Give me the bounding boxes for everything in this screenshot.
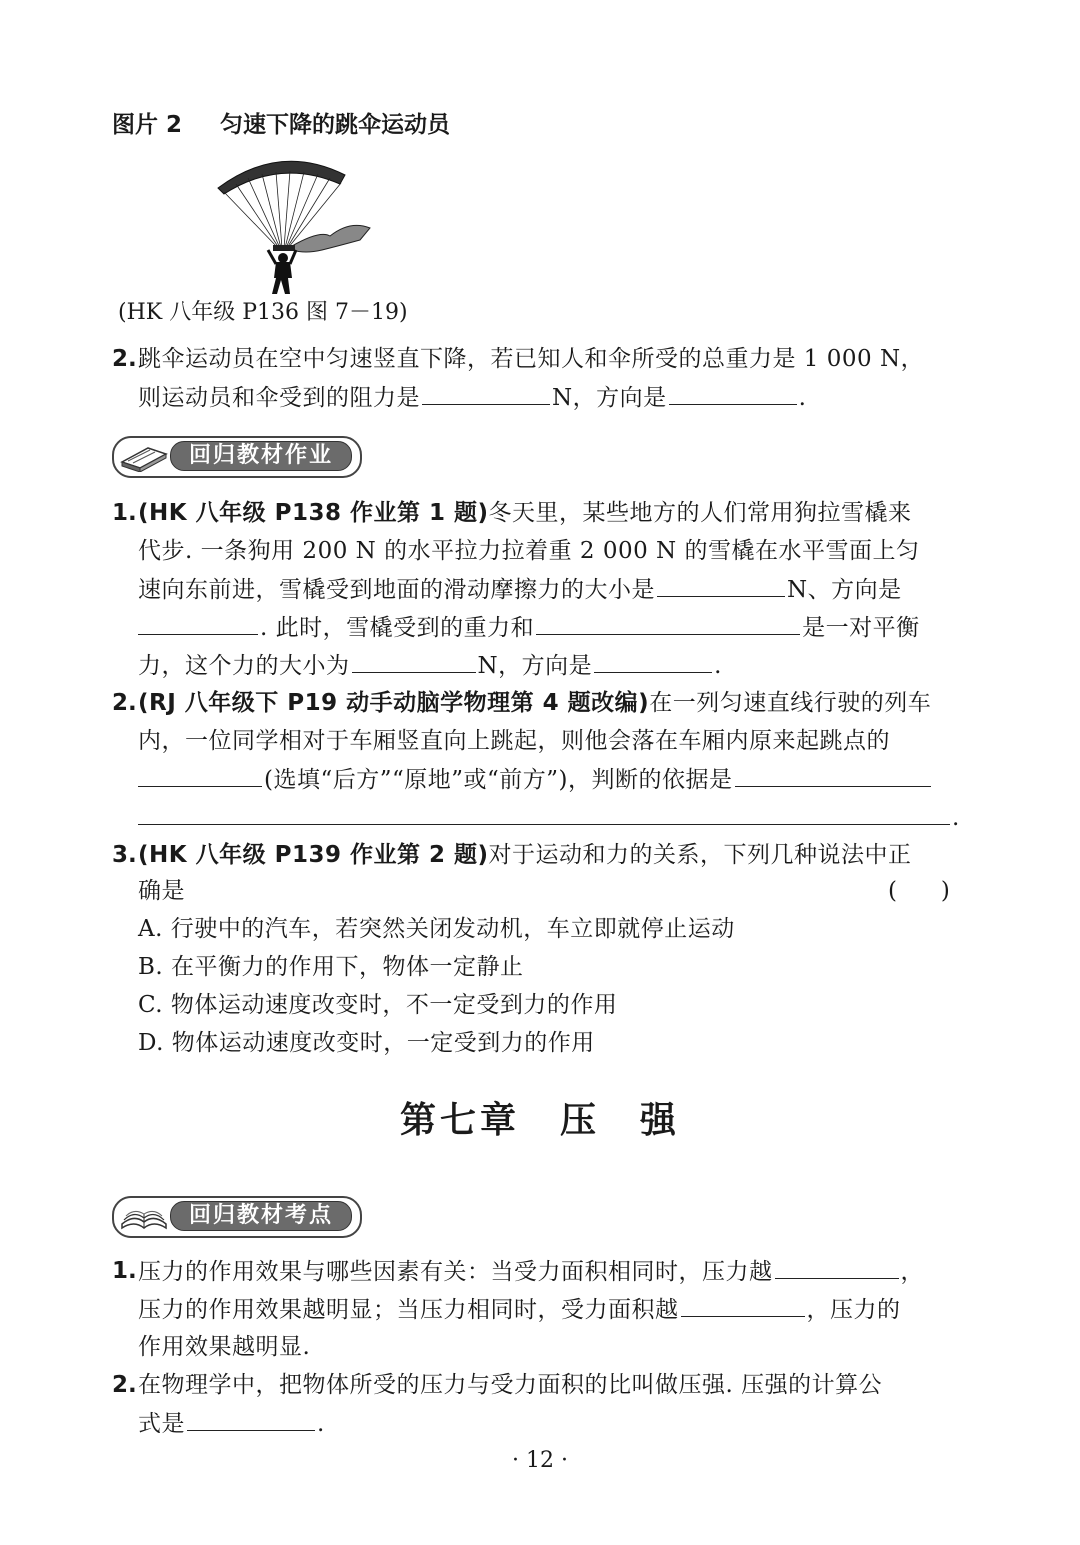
figure-title: 匀速下降的跳伞运动员 <box>220 112 451 138</box>
answer-blank[interactable] <box>138 612 258 635</box>
parachutist-illustration <box>210 150 380 300</box>
question-number: 1. <box>112 500 137 526</box>
question-number: 2. <box>112 690 137 716</box>
open-book-icon <box>118 1202 170 1232</box>
question-text: 确是 <box>138 878 185 904</box>
section-header-key-points <box>112 1196 362 1238</box>
page-number: · 12 · <box>512 1448 568 1473</box>
question-number: 3. <box>112 842 137 868</box>
answer-blank[interactable] <box>735 764 931 787</box>
section-title: 回归教材考点 <box>170 1201 352 1231</box>
figure-source: (HK 八年级 P136 图 7－19) <box>118 300 408 325</box>
answer-blank[interactable] <box>138 764 262 787</box>
question-number: 2. <box>112 346 137 372</box>
figure-label: 图片 2 <box>112 112 183 138</box>
chapter-title: 第七章 压 强 <box>399 1099 680 1141</box>
figure-caption <box>112 110 450 140</box>
question-text: 速向东前进，雪橇受到地面的滑动摩擦力的大小是 N、方向是 <box>138 574 902 605</box>
question-text: (RJ 八年级下 P19 动手动脑学物理第 4 题改编)在一列匀速直线行驶的列车 <box>138 690 932 716</box>
question-text: 在物理学中，把物体所受的压力与受力面积的比叫做压强. 压强的计算公 <box>138 1372 883 1398</box>
question-reference: (HK 八年级 P138 作业第 1 题) <box>138 500 489 526</box>
question-text: (HK 八年级 P138 作业第 1 题)冬天里，某些地方的人们常用狗拉雪橇来 <box>138 500 912 526</box>
section-header-homework <box>112 436 362 478</box>
answer-blank[interactable] <box>422 382 550 405</box>
question-text: 内，一位同学相对于车厢竖直向上跳起，则他会落在车厢内原来起跳点的 <box>138 728 890 754</box>
question-text: 压力的作用效果与哪些因素有关：当受力面积相同时，压力越 ， <box>138 1256 924 1287</box>
answer-blank[interactable] <box>594 650 712 673</box>
question-text: 则运动员和伞受到的阻力是 N，方向是 . <box>138 382 806 413</box>
question-text: 式是 . <box>138 1408 325 1439</box>
question-text: (HK 八年级 P139 作业第 2 题)对于运动和力的关系，下列几种说法中正 <box>138 842 912 868</box>
question-number: 1. <box>112 1258 137 1284</box>
question-text: 压力的作用效果越明显；当压力相同时，受力面积越 ，压力的 <box>138 1294 901 1325</box>
question-text: . <box>138 802 960 833</box>
answer-blank[interactable] <box>775 1256 899 1279</box>
question-text: (选填“后方”“原地”或“前方”)，判断的依据是 <box>138 764 933 795</box>
option-c[interactable]: C. 物体运动速度改变时，不一定受到力的作用 <box>138 992 618 1018</box>
question-number: 2. <box>112 1372 137 1398</box>
question-text: . 此时，雪橇受到的重力和 是一对平衡 <box>138 612 920 643</box>
question-reference: (RJ 八年级下 P19 动手动脑学物理第 4 题改编) <box>138 690 650 716</box>
question-text: 跳伞运动员在空中匀速竖直下降，若已知人和伞所受的总重力是 1 000 N， <box>138 346 925 372</box>
question-text: 代步. 一条狗用 200 N 的水平拉力拉着重 2 000 N 的雪橇在水平雪面上匀 <box>138 538 920 564</box>
answer-blank[interactable] <box>138 802 950 825</box>
book-icon <box>118 442 170 472</box>
answer-blank[interactable] <box>681 1294 805 1317</box>
section-title: 回归教材作业 <box>170 441 352 471</box>
option-d[interactable]: D. 物体运动速度改变时，一定受到力的作用 <box>138 1030 595 1056</box>
answer-blank[interactable] <box>536 612 800 635</box>
question-reference: (HK 八年级 P139 作业第 2 题) <box>138 842 489 868</box>
question-text: 力，这个力的大小为 N，方向是 . <box>138 650 722 681</box>
question-text: 作用效果越明显. <box>138 1334 311 1360</box>
answer-blank[interactable] <box>352 650 476 673</box>
answer-blank[interactable] <box>657 574 785 597</box>
answer-blank[interactable] <box>669 382 797 405</box>
answer-blank[interactable] <box>187 1408 315 1431</box>
answer-parentheses[interactable]: ( ) <box>888 878 950 904</box>
option-b[interactable]: B. 在平衡力的作用下，物体一定静止 <box>138 954 524 980</box>
option-a[interactable]: A. 行驶中的汽车，若突然关闭发动机，车立即就停止运动 <box>138 916 735 942</box>
